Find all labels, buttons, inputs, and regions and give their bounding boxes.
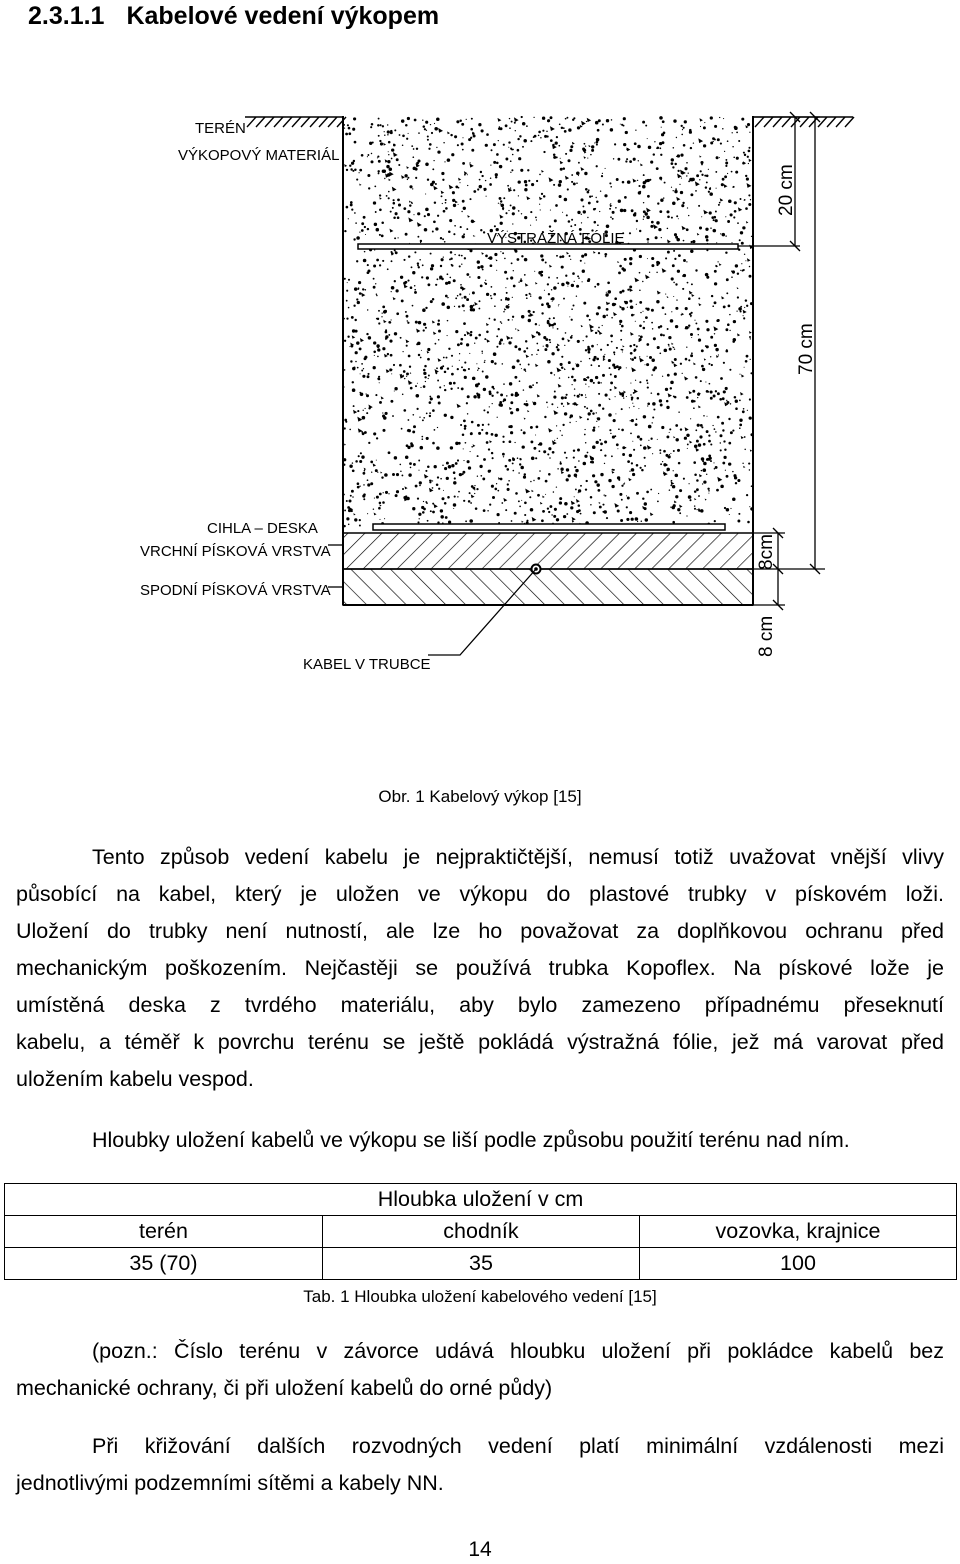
label-brick-slab: CIHLA – DESKA (207, 520, 318, 537)
paragraph-1 (16, 839, 944, 1098)
dim-70cm: 70 cm (796, 323, 817, 375)
paragraph-line: mechanickým poškozením. Nejčastěji se používá trubka Kopoflex. Na pískové lože je (16, 956, 944, 980)
paragraph-4 (16, 1428, 944, 1502)
paragraph-line: mechanické ochrany, či při uložení kabelů do orné půdy) (16, 1376, 553, 1400)
paragraph-line: působící na kabel, který je uložen ve výkopu do plastové trubky v pískovém loži. (16, 882, 944, 906)
figure-caption: Obr. 1 Kabelový výkop [15] (378, 787, 582, 806)
table-column-header: vozovka, krajnice (639, 1216, 956, 1248)
paragraph-line: Tento způsob vedení kabelu je nejpraktičtější, nemusí totiž uvažovat vnější vlivy (92, 845, 944, 869)
paragraph-line: jednotlivými podzemními sítěmi a kabely NN. (16, 1471, 444, 1495)
label-upper-sand: VRCHNÍ PÍSKOVÁ VRSTVA (140, 543, 331, 560)
brick-slab (373, 524, 725, 530)
section-heading (28, 0, 439, 32)
excavated-material-fill (343, 116, 754, 530)
table-cell: 100 (639, 1248, 956, 1280)
depth-table (4, 1183, 957, 1280)
label-excavated-material: VÝKOPOVÝ MATERIÁL (178, 147, 340, 164)
lower-sand-layer (343, 569, 753, 605)
table-column-header: chodník (322, 1216, 639, 1248)
page-number: 14 (468, 1538, 492, 1561)
label-lower-sand: SPODNÍ PÍSKOVÁ VRSTVA (140, 582, 331, 599)
paragraph-line: kabelu, a téměř k povrchu terénu se ještě pokládá výstražná fólie, jež má varovat před (16, 1030, 944, 1054)
paragraph-2 (16, 1122, 944, 1159)
upper-sand-layer (343, 533, 753, 569)
paragraph-3 (16, 1333, 944, 1407)
cable-trench-figure (0, 100, 960, 680)
dim-8cm-lower: 8 cm (756, 615, 777, 657)
table-cell: 35 (322, 1248, 639, 1280)
paragraph-line: uložením kabelu vespod. (16, 1067, 254, 1091)
paragraph-line: Při křižování dalších rozvodných vedení platí minimální vzdálenosti mezi (92, 1434, 944, 1458)
label-terrain: TERÉN (195, 120, 246, 137)
table-header: Hloubka uložení v cm (5, 1184, 957, 1216)
dim-20cm: 20 cm (776, 164, 797, 216)
section-number: 2.3.1.1 (28, 2, 105, 30)
section-title: Kabelové vedení výkopem (126, 2, 440, 30)
paragraph-line: (pozn.: Číslo terénu v závorce udává hloubku uložení při pokládce kabelů bez (92, 1339, 944, 1363)
terrain-hatch (245, 117, 854, 127)
table-column-header: terén (5, 1216, 323, 1248)
paragraph-2-text: Hloubky uložení kabelů ve výkopu se liší podle způsobu použití terénu nad ním. (92, 1128, 850, 1152)
dim-8cm-upper: 8cm (756, 534, 777, 570)
table-caption: Tab. 1 Hloubka uložení kabelového vedení [15] (303, 1287, 657, 1306)
table-cell: 35 (70) (5, 1248, 323, 1280)
paragraph-line: umístěná deska z tvrdého materiálu, aby bylo zamezeno případnému přeseknutí (16, 993, 944, 1017)
label-cable-in-conduit: KABEL V TRUBCE (303, 656, 431, 673)
label-warning-foil: VÝSTRAŽNÁ FÓLIE (487, 230, 625, 247)
paragraph-line: Uložení do trubky není nutností, ale lze ho považovat za doplňkovou ochranu před (16, 919, 944, 943)
